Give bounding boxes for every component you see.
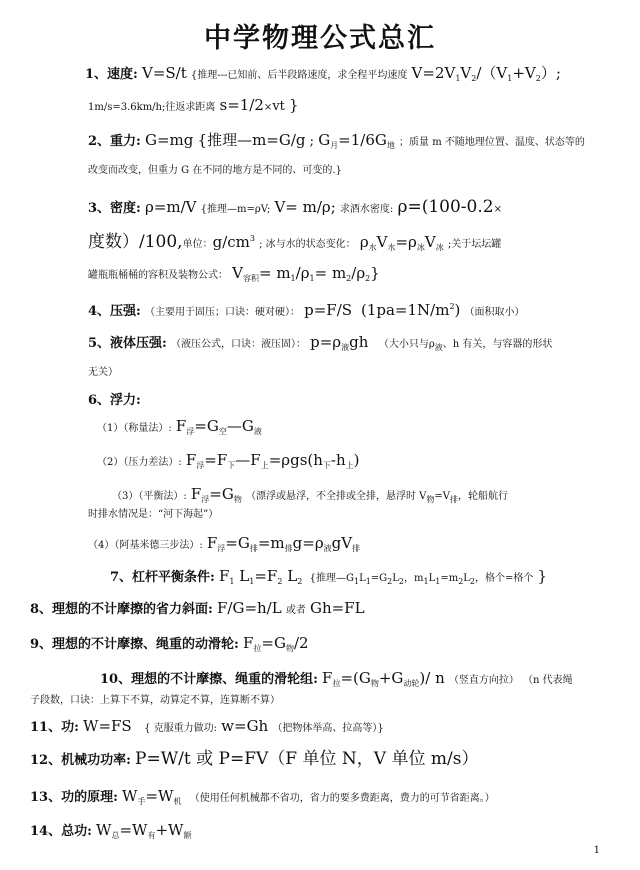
formula-dist: s=1/2 — [219, 96, 264, 114]
formula-label: 1、速度: — [85, 67, 138, 82]
formula-label: 8、理想的不计摩擦的省力斜面: — [30, 602, 213, 617]
buoyancy-method-4: （4）（阿基米德三步法）: $F_浮=G_排=m_排g=\rho_液gV_排$ — [88, 534, 361, 553]
formula-main: p=F/S — [304, 301, 353, 319]
formula-pulley-block-line2: 子段数，口诀：上算下不算，动算定不算，连算断不算） — [30, 695, 280, 706]
buoyancy-method-1: （1）（称量法）: $F_浮=G_空—G_液$ — [97, 417, 262, 436]
formula-buoyancy — [88, 391, 141, 411]
formula-work-principle: 13、功的原理: $W_手=W_机$ （使用任何机械都不省功，省力的要多费距离，费力的可节省距离。） — [30, 787, 495, 806]
formula-label: 13、功的原理: — [30, 790, 118, 805]
formula-label: 5、液体压强: — [88, 336, 167, 351]
formula-liquid-pressure: 5、液体压强: （液压公式，口诀：液压固）： $p=\rho_液gh$ （大小只与$\rho_液$、h 有关，与容器的形状 — [88, 333, 553, 352]
formula-speed — [85, 63, 561, 89]
formula-speed-line2: 1m/s=3.6km/h;往返求距离 s=1/2×vt } — [88, 96, 299, 114]
buoyancy-method-3: （3）（平衡法）: $F_浮=G_物$ （漂浮或悬浮，不全排或全排，悬浮时 $V_物=V_排$，轮船航行 — [112, 485, 509, 504]
formula-gravity: 2、重力: G=mg {推理—m=G/g ; $G_月=1/6G_地$ ；质量 m 不随地理位置、温度、状态等的 — [88, 131, 585, 150]
formula-pulley-block: 10、理想的不计摩擦、绳重的滑轮组: $F_拉=(G_物+G_{动轮})/$ n （竖直方向拉） （n 代表绳 — [100, 669, 573, 688]
page-title: 中学物理公式总汇 — [204, 23, 436, 54]
formula-label: 12、机械功功率: — [30, 753, 131, 768]
formula-liquid-line2: 无关） — [88, 367, 118, 378]
formula-label: 6、浮力: — [88, 393, 141, 408]
formula-main: G=mg — [145, 131, 194, 149]
formula-note: 1m/s=3.6km/h;往返求距离 — [88, 102, 216, 113]
formula-avg: $V=2V_1V_2/(V_1+V_2)$; — [411, 64, 561, 83]
formula-density-line2: 度数）/100,单位：$g/cm^3$ ; 冰与水的状态变化： $\rho_水V_水=\rho_冰V_冰$ ;关于坛坛罐 — [88, 232, 502, 252]
formula-main: P=W/t 或 P=FV（F 单位 N，V 单位 m/s） — [135, 749, 479, 769]
formula-density-line3: 罐瓶瓶桶桶的容积及装物公式： $V_{容积}= m_1/\rho_1= m_2/\rho_2$} — [88, 264, 380, 283]
formula-gravity-line2: 改变而改变，但重力 G 在不同的地方是不同的、可变的.} — [88, 165, 342, 176]
formula-pressure: 4、压强: （主要用于固压；口诀：硬对硬）： p=F/S $(1pa=1N/m^2)$ （面积取小） — [88, 301, 525, 319]
formula-lever: 7、杠杆平衡条件: $F_1$ $L_1=F_2$ $L_2$ {推理$—G_1L_1=G_2L_2$，$m_1L_1=m_2L_2$，格个=格个 } — [110, 567, 548, 586]
formula-main: ρ=m/V — [145, 198, 197, 216]
formula-label: 14、总功: — [30, 824, 92, 839]
formula-power — [30, 749, 478, 771]
formula-note: {推理---已知前、后半段路速度，求全程平均速度 — [190, 70, 408, 81]
formula-total-work: 14、总功: $W_总=W_有+W_额$ — [30, 821, 192, 840]
formula-label: 2、重力: — [88, 134, 141, 149]
formula-label: 10、理想的不计摩擦、绳重的滑轮组: — [100, 672, 318, 687]
formula-label: 7、杠杆平衡条件: — [110, 570, 215, 585]
buoyancy-method-2: （2）（压力差法）: $F_浮=F_下—F_上=\rho gs(h_下-h_上)$ — [97, 451, 360, 470]
formula-incline: 8、理想的不计摩擦的省力斜面: F/G=h/L 或者 Gh=FL — [30, 599, 365, 617]
formula-label: 9、理想的不计摩擦、绳重的动滑轮: — [30, 637, 239, 652]
formula-density: 3、密度: ρ=m/V {推理—m=ρV; V= m/ρ; 求酒水密度: ρ=(100-0.2× — [88, 197, 502, 217]
formula-label: 3、密度: — [88, 201, 141, 216]
formula-pulley: 9、理想的不计摩擦、绳重的动滑轮: $F_拉=G_物/2$ — [30, 634, 309, 653]
page-number: 1 — [593, 845, 600, 856]
formula-work: 11、功: W=FS { 克服重力做功: w=Gh （把物体举高、拉高等）} — [30, 717, 384, 735]
formula-label: 4、压强: — [88, 304, 141, 319]
formula-main: W=FS — [83, 717, 132, 735]
formula-label: 11、功: — [30, 720, 79, 735]
formula-main: V=S/t — [142, 64, 187, 82]
formula-main: F/G=h/L — [217, 599, 282, 617]
buoyancy-method-3-line2: 时排水情况是：“河下海起”） — [88, 509, 219, 520]
